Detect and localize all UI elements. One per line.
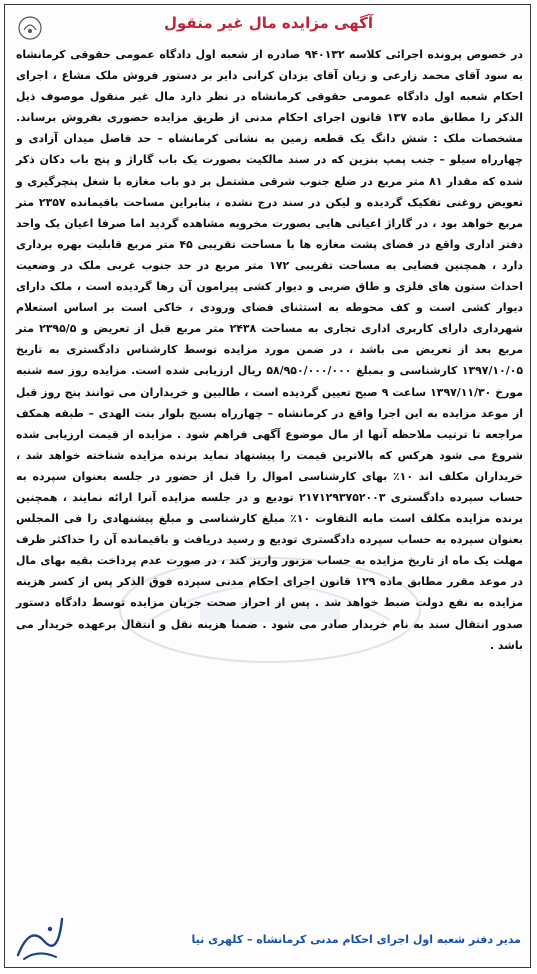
notice-signature: مدیر دفتر شعبه اول اجرای احکام مدنی کرمانشاه – کلهری نیا (191, 933, 521, 946)
notice-body: در خصوص پرونده اجرائی کلاسه ۹۴۰۱۳۲ صادره از شعبه اول دادگاه عمومی حقوقی کرمانشاه به سود آقای محمد زارعی و زیان آقای یزدان کرانی دایر بر دستور فروش ملک مشاع ، اجرای احکام شعبه اول دادگاه عمومی حقوقی کرمانشاه در نظر دارد مال غیر منقول موصوف ذیل الذکر را مطابق ماده ۱۳۷ قانون اجرای احکام مدنی از طریق مزایده حضوری بفروش برساند. مشخصات ملک : شش دانگ یک قطعه زمین به نشانی کرمانشاه – حد فاصل میدان آزادی و چهارراه سیلو – جنب پمپ بنزین که در سند مالکیت بصورت یک باب گاراژ و پنج باب دکان ذکر شده که مقدار ۸۱ متر مربع در ضلع جنوب شرقی مشتمل بر دو باب مغازه با شغل پنچرگیری و تعویض روغنی تفکیک گردیده و لیکن در سند درج نشده ، بنابراین مساحت باقیمانده ۲۳۵۷ متر مربع خواهد بود ، در گاراژ اعیانی هایی بصورت مخروبه مشاهده گردید اما صرفا اعیان یک واحد دفتر اداری واقع در فضای پشت مغازه ها با مساحت تقریبی ۴۵ متر مربع قابلیت بهره برداری دارد ، همچنین فضایی به مساحت تقریبی ۱۷۲ متر مربع در حد جنوب غربی ملک در وضعیت احداث ستون های فلزی و طاق ضربی و دیوار کشی پیرامون آن رها گردیده است ، ملک دارای دیوار کشی است و کف محوطه به استثنای فضای ورودی ، خاکی است بر اساس استعلام شهرداری دارای کاربری اداری تجاری به مساحت ۲۴۳۸ متر مربع قبل از تعریض و ۲۳۹۵/۵ متر مربع بعد از تعریض می باشد ، در ضمن مورد مزایده توسط کارشناس دادگستری به تاریخ ۱۳۹۷/۱۰/۰۵ کارشناسی و بمبلغ ۵۸/۹۵۰/۰۰۰/۰۰۰ ریال ارزیابی شده است. مزایده روز سه شنبه مورخ ۱۳۹۷/۱۱/۳۰ ساعت ۹ صبح تعیین گردیده است ، طالبین و خریداران می توانند پنج روز قبل از موعد مزایده به این اجرا واقع در کرمانشاه – چهارراه بسیج بلوار بنت الهدی – طبقه همکف مراجعه تا ترتیب ملاحظه آنها از مال موضوع آگهی فراهم شود . مزایده از قیمت ارزیابی شده شروع می شود هرکس که بالاترین قیمت را پیشنهاد نماید برنده مزایده شناخته خواهد شد ، خریداران مکلف اند ۱۰٪ بهای کارشناسی اموال را قبل از حضور در جلسه بعنوان سپرده به حساب سپرده دادگستری ۲۱۷۱۲۹۳۷۵۲۰۰۳ تودیع و در جلسه مزایده آنرا ارائه نمایند ، همچنین برنده مزایده مکلف است مابه التفاوت ۱۰٪ مبلغ کارشناسی و مبلغ پیشنهادی را فی المجلس بعنوان سپرده به حساب سپرده دادگستری تودیع و رسید دریافت و باقیمانده آن را حداکثر ظرف مهلت یک ماه از تاریخ مزایده به حساب مزبور واریز کند ، در صورت عدم پرداخت بقیه بهای مال در موعد مقرر مطابق ماده ۱۲۹ قانون اجرای احکام مدنی سپرده فوق الذکر پس از کسر هزینه مزایده به نفع دولت ضبط خواهد شد . پس از احراز صحت جریان مزایده توسط دادگاه دستور صدور انتقال سند به نام خریدار صادر می شود . ضمنا هزینه نقل و انتقال برعهده خریدار می باشد . (16, 48, 524, 652)
notice-title: آگهی مزایده مال غیر منقول (163, 14, 373, 32)
calligraphy-ornament-icon (10, 905, 70, 965)
